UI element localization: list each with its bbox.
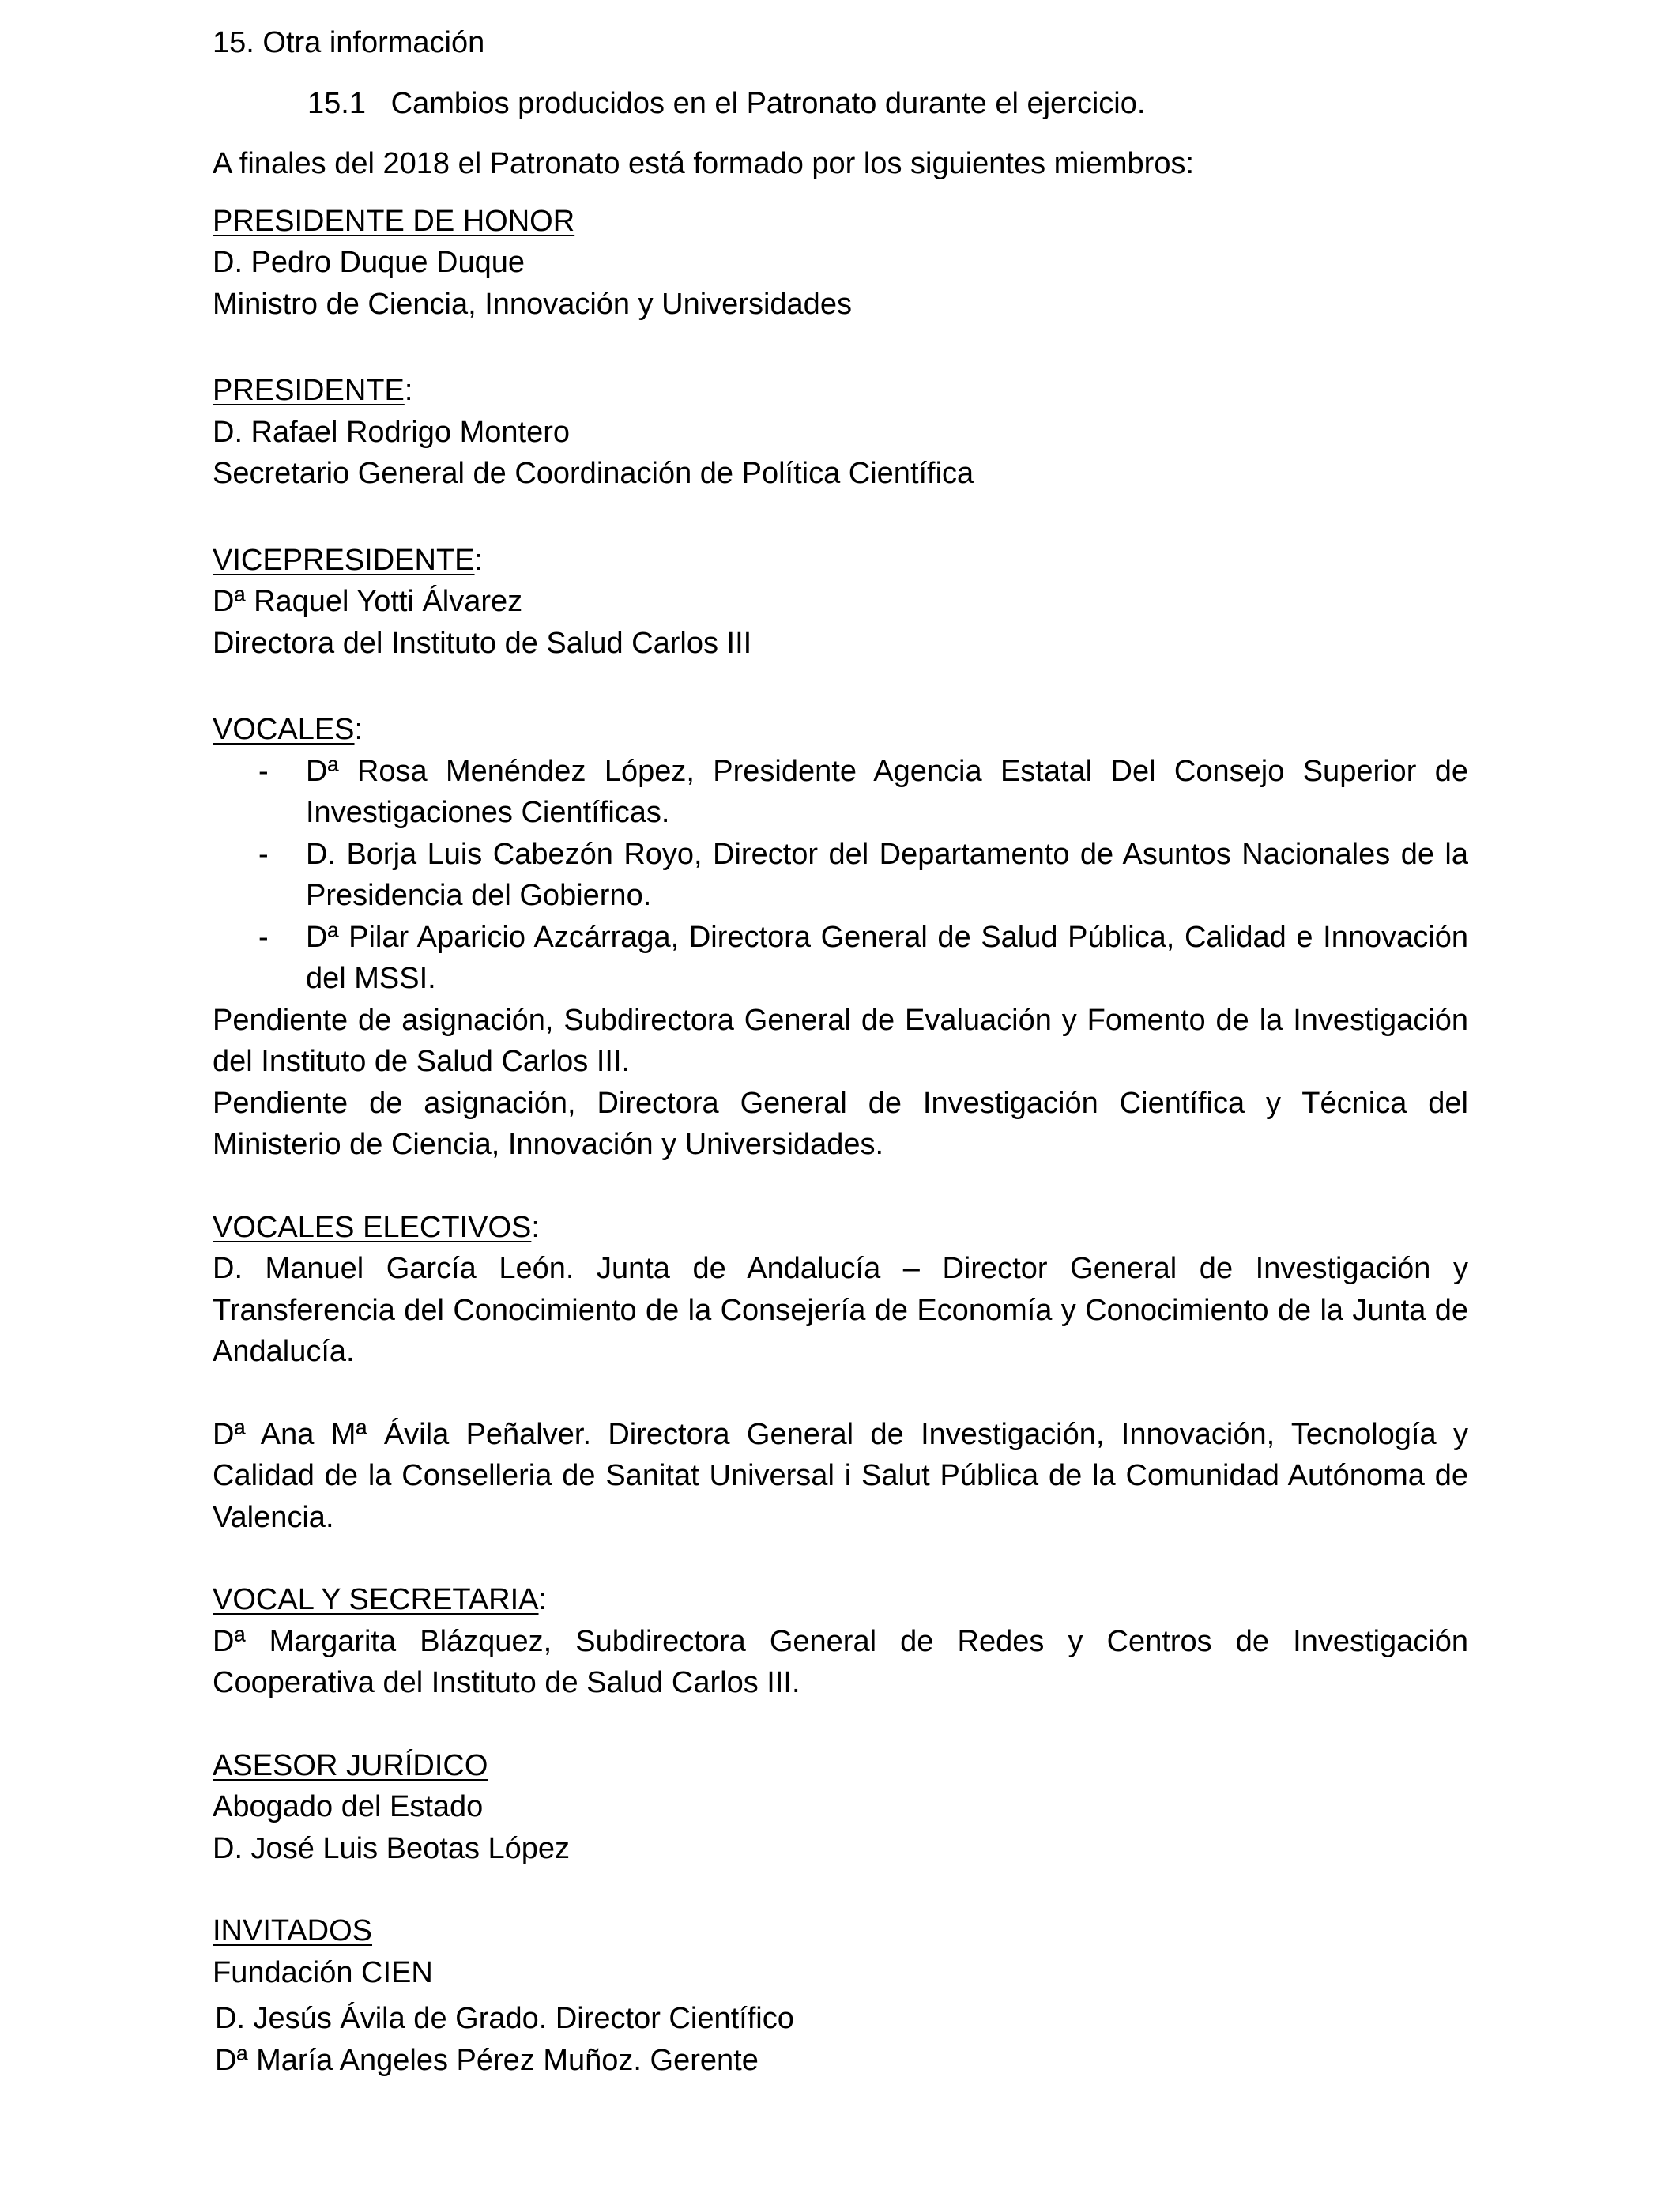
heading-vocales-electivos: VOCALES ELECTIVOS	[213, 1210, 532, 1244]
bullet-dash: -	[258, 920, 269, 954]
vocal-pending-2: Pendiente de asignación, Directora General de Investigación Científica y Técnica del Ministerio de Ciencia, Innovación y Universidades.	[213, 1086, 1468, 1161]
spacer	[213, 1869, 1468, 1910]
section-title: 15. Otra información	[213, 26, 485, 59]
heading-colon: :	[538, 1583, 548, 1616]
section-vocales-electivos	[213, 1207, 1468, 1539]
heading-colon: :	[354, 713, 363, 746]
vocal-electivo-entry: D. Manuel García León. Junta de Andalucía – Director General de Investigación y Transferencia del Conocimiento de la Consejería de Economía y Conocimiento de la Junta de Andalucía.	[213, 1252, 1468, 1368]
vocal-entry: Dª Pilar Aparicio Azcárraga, Directora General de Salud Pública, Calidad e Innovación del MSSI.	[306, 920, 1468, 995]
section-vocales	[213, 709, 1468, 1166]
spacer	[213, 1538, 1468, 1579]
heading-colon: :	[404, 374, 413, 407]
section-presidente-honor	[213, 201, 1468, 326]
spacer	[213, 1373, 1468, 1414]
section-presidente	[213, 370, 1468, 495]
vocales-list	[213, 751, 1468, 1000]
list-item	[213, 917, 1468, 1000]
vocal-entry: D. Borja Luis Cabezón Royo, Director del Departamento de Asuntos Nacionales de la Presidencia del Gobierno.	[306, 837, 1468, 912]
heading-colon: :	[474, 543, 484, 577]
section-vicepresidente	[213, 540, 1468, 665]
spacer	[213, 495, 1468, 540]
heading-colon: :	[531, 1210, 540, 1244]
heading-vicepresidente: VICEPRESIDENTE	[213, 543, 475, 577]
vocal-electivo-entry: Dª Ana Mª Ávila Peñalver. Directora General de Investigación, Innovación, Tecnología y Calidad de la Conselleria de Sanitat Universal i Salut Pública de la Comunidad Autónoma de Valencia.	[213, 1417, 1468, 1534]
presidente-honor-role: Ministro de Ciencia, Innovación y Universidades	[213, 287, 852, 321]
asesor-name: D. José Luis Beotas López	[213, 1831, 571, 1865]
heading-vocales: VOCALES	[213, 713, 355, 746]
heading-vocal-secretaria: VOCAL Y SECRETARIA	[213, 1583, 539, 1616]
document-page	[213, 22, 1468, 2081]
presidente-name: D. Rafael Rodrigo Montero	[213, 415, 570, 449]
spacer	[213, 124, 1468, 143]
invitado-member: D. Jesús Ávila de Grado. Director Científico	[215, 2002, 794, 2035]
spacer	[213, 325, 1468, 370]
vicepresidente-role: Directora del Instituto de Salud Carlos III	[213, 626, 752, 660]
heading-presidente: PRESIDENTE	[213, 374, 405, 407]
presidente-role: Secretario General de Coordinación de Política Científica	[213, 457, 974, 490]
vocal-pending-1: Pendiente de asignación, Subdirectora General de Evaluación y Fomento de la Investigación del Instituto de Salud Carlos III.	[213, 1003, 1468, 1078]
heading-asesor-juridico: ASESOR JURÍDICO	[213, 1748, 488, 1782]
bullet-dash: -	[258, 754, 269, 788]
subsection-title: Cambios producidos en el Patronato durante el ejercicio.	[390, 86, 1146, 120]
spacer	[213, 1704, 1468, 1745]
invitados-organization: Fundación CIEN	[213, 1955, 433, 1989]
section-invitados	[213, 1910, 1468, 2081]
bullet-dash: -	[258, 837, 269, 871]
presidente-honor-name: D. Pedro Duque Duque	[213, 246, 525, 279]
list-item	[213, 834, 1468, 917]
spacer	[213, 1166, 1468, 1207]
vocal-entry: Dª Rosa Menéndez López, Presidente Agencia Estatal Del Consejo Superior de Investigaciones Científicas.	[306, 754, 1468, 829]
intro-text: A finales del 2018 el Patronato está formado por los siguientes miembros:	[213, 147, 1195, 180]
asesor-role: Abogado del Estado	[213, 1790, 484, 1823]
vicepresidente-name: Dª Raquel Yotti Álvarez	[213, 585, 523, 618]
section-vocal-secretaria	[213, 1579, 1468, 1704]
subsection-number: 15.1	[307, 86, 366, 120]
section-asesor-juridico	[213, 1745, 1468, 1870]
invitado-member: Dª María Angeles Pérez Muñoz. Gerente	[215, 2043, 759, 2077]
vocal-secretaria-entry: Dª Margarita Blázquez, Subdirectora General de Redes y Centros de Investigación Cooperativa del Instituto de Salud Carlos III.	[213, 1624, 1468, 1699]
spacer	[213, 664, 1468, 709]
subsection-heading	[213, 83, 1468, 125]
spacer	[213, 185, 1468, 201]
heading-invitados: INVITADOS	[213, 1914, 372, 1947]
spacer	[213, 64, 1468, 83]
heading-presidente-honor: PRESIDENTE DE HONOR	[213, 204, 575, 238]
list-item	[213, 751, 1468, 834]
